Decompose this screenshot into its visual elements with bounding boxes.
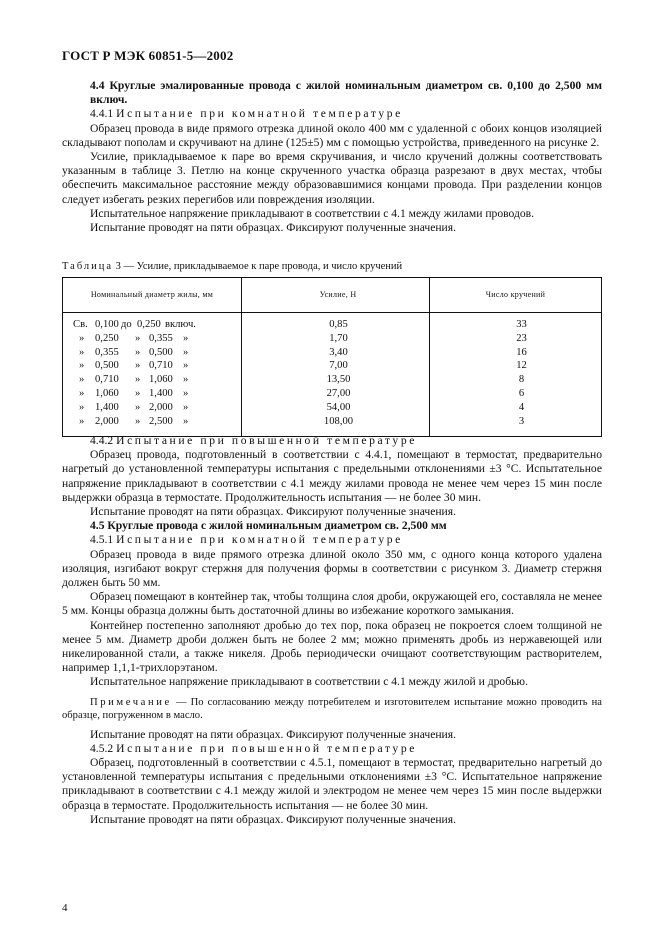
table-row	[63, 348, 602, 362]
document-header: ГОСТ Р МЭК 60851-5—2002	[62, 48, 234, 63]
table-row	[63, 313, 602, 334]
table-3-caption: Таблица 3 — Усилие, прикладываемое к паре провода, и число кручений	[62, 261, 403, 272]
table-row	[63, 361, 602, 375]
diameter-from: 2,000	[95, 415, 119, 427]
diameter-prefix: »	[79, 374, 85, 386]
cell-force: 7,00	[242, 361, 430, 375]
diameter-from: 0,710	[95, 374, 119, 386]
diameter-to: 0,250	[137, 319, 161, 330]
diameter-suffix: »	[183, 332, 189, 344]
diameter-range	[63, 361, 233, 371]
diameter-mid: »	[135, 360, 141, 372]
cell-twists: 33	[430, 313, 602, 334]
diameter-prefix: »	[79, 387, 85, 399]
cell-twists: 23	[430, 334, 602, 348]
paragraph: Испытание проводят на пяти образцах. Фиксируют полученные значения.	[90, 505, 456, 519]
diameter-from: 1,060	[95, 387, 119, 399]
diameter-prefix: »	[79, 401, 85, 413]
subsection-4-5-1-title: 4.5.1 Испытание при комнатной температуре	[90, 533, 403, 547]
section-4-4	[62, 79, 602, 235]
diameter-mid: »	[135, 401, 141, 413]
cell-twists: 8	[430, 375, 602, 389]
cell-twists: 3	[430, 417, 602, 437]
diameter-mid: до	[121, 319, 132, 330]
cell-force: 3,40	[242, 348, 430, 362]
paragraph: Испытательное напряжение прикладывают в соответствии с 4.1 между жилой и дробью.	[90, 675, 528, 689]
subsection-4-5-2-title: 4.5.2 Испытание при повышенной температуре	[90, 741, 417, 755]
diameter-suffix: »	[183, 374, 189, 386]
diameter-suffix: включ.	[165, 319, 196, 330]
cell-force: 108,00	[242, 417, 430, 437]
diameter-to: 2,000	[149, 401, 173, 413]
cell-twists: 12	[430, 361, 602, 375]
diameter-mid: »	[135, 415, 141, 427]
cell-twists: 6	[430, 389, 602, 403]
cell-diameter	[63, 389, 242, 403]
cell-diameter	[63, 375, 242, 389]
subsection-4-4-1-title: 4.4.1 Испытание при комнатной температуре	[90, 107, 403, 121]
section-4-4-heading: 4.4 Круглые эмалированные провода с жилой номинальным диаметром св. 0,100 до 2,500 мм включ.	[90, 79, 602, 107]
diameter-to: 0,710	[149, 360, 173, 372]
diameter-range	[63, 320, 233, 330]
table-row	[63, 375, 602, 389]
cell-diameter	[63, 313, 242, 334]
table-header-twists: Число кручений	[430, 278, 602, 313]
diameter-prefix: »	[79, 415, 85, 427]
diameter-prefix: »	[79, 332, 85, 344]
subsection-4-4-2-title: 4.4.2 Испытание при повышенной температуре	[90, 434, 417, 447]
diameter-to: 0,355	[149, 332, 173, 344]
paragraph: Образец помещают в контейнер так, чтобы толщина слоя дроби, окружающей его, составляла не менее 5 мм. Концы образца должны быть достаточной длины во избежание короткого замыкания.	[62, 590, 602, 618]
diameter-to: 1,060	[149, 374, 173, 386]
diameter-range	[63, 375, 233, 385]
cell-diameter	[63, 403, 242, 417]
paragraph: Образец провода в виде прямого отрезка длиной около 400 мм с удаленной с обоих концов изоляцией складывают пополам и скручивают на длине (125±5) мм с помощью устройства, приведенного на рисунке 2.	[62, 121, 602, 149]
table-header-diameter: Номинальный диаметр жилы, мм	[63, 278, 242, 313]
diameter-from: 1,400	[95, 401, 119, 413]
diameter-range	[63, 348, 233, 358]
diameter-from: 0,500	[95, 360, 119, 372]
diameter-to: 2,500	[149, 415, 173, 427]
cell-diameter	[63, 361, 242, 375]
diameter-mid: »	[135, 332, 141, 344]
diameter-prefix: »	[79, 360, 85, 372]
cell-force: 54,00	[242, 403, 430, 417]
table-3	[62, 277, 602, 437]
diameter-range	[63, 417, 233, 427]
cell-diameter	[63, 334, 242, 348]
diameter-to: 1,400	[149, 387, 173, 399]
diameter-prefix: »	[79, 346, 85, 358]
section-4-5-heading: 4.5 Круглые провода с жилой номинальным диаметром св. 2,500 мм	[90, 519, 447, 533]
table-row	[63, 403, 602, 417]
cell-twists: 16	[430, 348, 602, 362]
cell-force: 0,85	[242, 313, 430, 334]
diameter-mid: »	[135, 346, 141, 358]
diameter-range	[63, 403, 233, 413]
diameter-range	[63, 389, 233, 399]
paragraph: Испытательное напряжение прикладывают в соответствии с 4.1 между жилами проводов.	[90, 206, 535, 220]
cell-force: 13,50	[242, 375, 430, 389]
diameter-suffix: »	[183, 360, 189, 372]
diameter-suffix: »	[183, 415, 189, 427]
paragraph: Контейнер постепенно заполняют дробью до тех пор, пока образец не покроется слоем толщиной не менее 5 мм. Диаметр дроби должен быть не более 2 мм; можно применять дробь из нержавеющей или никелированной стали, а также никеля. Дробь периодически очищают соответствующим растворителем, например 1,1,1-трихлорэтаном.	[62, 618, 602, 675]
paragraph: Образец провода, подготовленный в соответствии с 4.4.1, помещают в термостат, предварительно нагретый до установленной температуры испытания с предельными отклонениями ±3 °С. Испытательное напряжение прикладывают в соответствии с 4.1 между жилами провода не менее чем через 15 мин после выдержки образца в термостате. Продолжительность испытания — не более 30 мин.	[62, 448, 602, 504]
diameter-mid: »	[135, 374, 141, 386]
page-number: 4	[62, 902, 68, 914]
cell-force: 1,70	[242, 334, 430, 348]
paragraph: Испытание проводят на пяти образцах. Фиксируют полученные значения.	[90, 812, 456, 826]
diameter-range	[63, 334, 233, 344]
paragraph: Образец, подготовленный в соответствии с 4.5.1, помещают в термостат, предварительно нагретый до установленной температуры испытания с предельными отклонениями ±3 °С. Испытательное напряжение прикладывают в соответствии с 4.1 между жилой и электродом не менее чем через 15 мин после выдержки образца в термостате. Продолжительность испытания — не более 30 мин.	[62, 756, 602, 812]
diameter-to: 0,500	[149, 346, 173, 358]
cell-twists: 4	[430, 403, 602, 417]
paragraph: Испытание проводят на пяти образцах. Фиксируют полученные значения.	[90, 221, 456, 235]
diameter-suffix: »	[183, 346, 189, 358]
paragraph: Испытание проводят на пяти образцах. Фиксируют полученные значения.	[90, 727, 456, 741]
paragraph: Образец провода в виде прямого отрезка длиной около 350 мм, с одного конца которого удалена изоляция, изгибают вокруг стержня для получения формы в соответствии с рисунком 3. Диаметр стержня должен быть 50 мм.	[62, 547, 602, 590]
diameter-suffix: »	[183, 387, 189, 399]
section-4-4-2-and-4-5	[62, 434, 602, 827]
diameter-from: 0,355	[95, 346, 119, 358]
table-header-force: Усилие, Н	[242, 278, 430, 313]
diameter-suffix: »	[183, 401, 189, 413]
diameter-prefix: Св.	[73, 319, 88, 330]
cell-force: 27,00	[242, 389, 430, 403]
cell-diameter	[63, 348, 242, 362]
table-row	[63, 389, 602, 403]
table-row	[63, 334, 602, 348]
diameter-from: 0,100	[95, 319, 119, 330]
note: Примечание — По согласованию между потребителем и изготовителем испытание можно проводить на образце, погруженном в масло.	[62, 696, 603, 721]
diameter-mid: »	[135, 387, 141, 399]
diameter-from: 0,250	[95, 332, 119, 344]
paragraph: Усилие, прикладываемое к паре во время скручивания, и число кручений должны соответствовать указанным в таблице 3. Петлю на конце скрученного участка образца разрезают в двух местах, чтобы обеспечить максимальное расстояние между образовавшимися концами провода. При разделении концов следует избегать резких перегибов или повреждения изоляции.	[62, 150, 602, 206]
